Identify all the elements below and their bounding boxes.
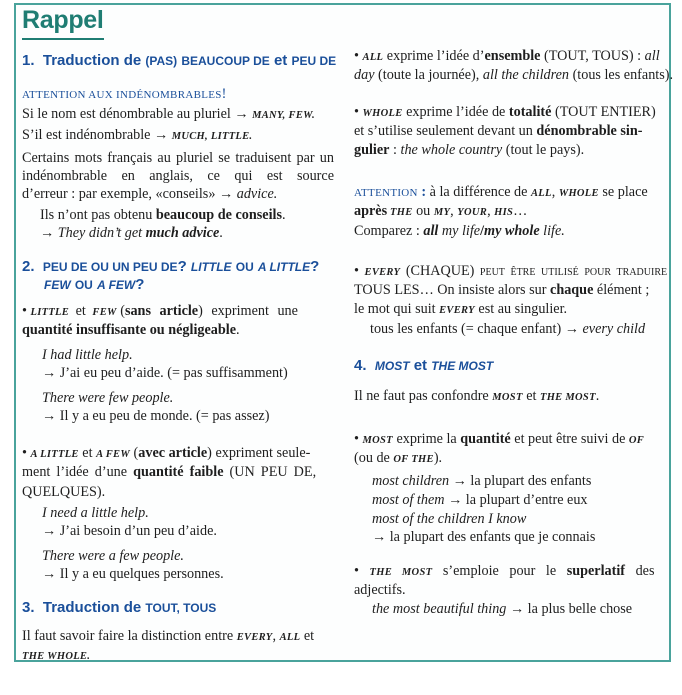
- example-fr: → Il y a eu quelques personnes.: [42, 566, 224, 582]
- every-bullet: • EVERY (CHAQUE) peut être utilisé pour traduire: [354, 263, 668, 279]
- every-bullet-line2: TOUS LES… On insiste alors sur chaque élément ;: [354, 282, 650, 298]
- most-example: → la plupart des enfants que je connais: [372, 529, 596, 545]
- the-most-bullet-line2: adjectifs.: [354, 582, 406, 598]
- a-little-a-few-bullet-line3: QUELQUES).: [22, 484, 106, 500]
- attention-line: ATTENTION AUX INDÉNOMBRABLES!: [22, 86, 227, 102]
- example-fr: Ils n’ont pas obtenu beaucoup de conseils.: [40, 207, 286, 223]
- whole-bullet: • WHOLE exprime l’idée de totalité (TOUT ENTIER): [354, 104, 656, 120]
- section-1-heading: 1. Traduction de (PAS) BEAUCOUP DE et PEU DE: [22, 52, 337, 69]
- example-fr: → J’ai besoin d’un peu d’aide.: [42, 523, 217, 539]
- example-fr: → Il y a eu peu de monde. (= pas assez): [42, 408, 270, 424]
- little-few-bullet-line2: quantité insuffisante ou négligeable.: [22, 322, 240, 338]
- most-example: most children → la plupart des enfants: [372, 473, 592, 489]
- whole-attention-line2: après THE ou MY, YOUR, HIS…: [354, 203, 528, 219]
- section-2-heading-line2: FEW OU A FEW?: [44, 276, 145, 293]
- section-4-intro: Il ne faut pas confondre MOST et THE MOST.: [354, 388, 600, 404]
- whole-bullet-line2: et s’utilise seulement devant un dénombrable sin-: [354, 123, 643, 139]
- all-bullet: • ALL exprime l’idée d’ensemble (TOUT, TOUS) : all: [354, 48, 660, 64]
- section-2-heading: 2. PEU DE OU UN PEU DE? LITTLE OU A LITTLE?: [22, 258, 320, 275]
- countable-rule: Si le nom est dénombrable au pluriel → MANY, FEW.: [22, 106, 315, 122]
- whole-bullet-line3: gulier : the whole country (tout le pays).: [354, 142, 585, 158]
- most-example: most of them → la plupart d’entre eux: [372, 492, 588, 508]
- all-bullet-line2: day (toute la journée), all the children (tous les enfants).: [354, 67, 674, 83]
- little-few-bullet: • LITTLE et FEW (sans article) expriment une: [22, 303, 298, 319]
- section-4-heading: 4. MOST et THE MOST: [354, 357, 494, 374]
- a-little-a-few-bullet-line2: ment l’idée d’une quantité faible (UN PEU DE,: [22, 464, 317, 480]
- plural-note: Certains mots français au pluriel se traduisent par un indénombrable en anglais, ce qui est source: [22, 150, 334, 184]
- every-bullet-line3: le mot qui suit EVERY est au singulier.: [354, 301, 568, 317]
- uncountable-rule: S’il est indénombrable → MUCH, LITTLE.: [22, 127, 253, 143]
- example-en: I had little help.: [42, 347, 133, 363]
- plural-note-end: d’erreur : par exemple, «conseils» → advice.: [22, 186, 278, 202]
- example-en: There were a few people.: [42, 548, 184, 564]
- example-en: There were few people.: [42, 390, 174, 406]
- example-en: I need a little help.: [42, 505, 149, 521]
- title-underline: [22, 38, 104, 40]
- section-3-text-line2: THE WHOLE.: [22, 651, 91, 662]
- section-3-heading: 3. Traduction de TOUT, TOUS: [22, 599, 217, 616]
- most-bullet: • MOST exprime la quantité et peut être suivi de OF: [354, 431, 645, 447]
- section-3-text: Il faut savoir faire la distinction entre EVERY, ALL et: [22, 628, 315, 644]
- a-little-a-few-bullet: • A LITTLE et A FEW (avec article) expriment seule-: [22, 445, 311, 461]
- example-fr: → J’ai eu peu d’aide. (= pas suffisamment): [42, 365, 288, 381]
- the-most-bullet: • THE MOST s’emploie pour le superlatif des: [354, 563, 655, 579]
- example-en: → They didn’t get much advice.: [40, 225, 223, 241]
- whole-attention: ATTENTION : à la différence de ALL, WHOLE se place: [354, 184, 648, 200]
- page-title: Rappel: [22, 6, 104, 34]
- most-example: most of the children I know: [372, 511, 527, 527]
- every-example: tous les enfants (= chaque enfant) → every child: [370, 321, 646, 337]
- most-bullet-line2: (ou de OF THE).: [354, 450, 443, 466]
- compare-line: Comparez : all my life/my whole life.: [354, 223, 565, 239]
- the-most-example: the most beautiful thing → la plus belle chose: [372, 601, 633, 617]
